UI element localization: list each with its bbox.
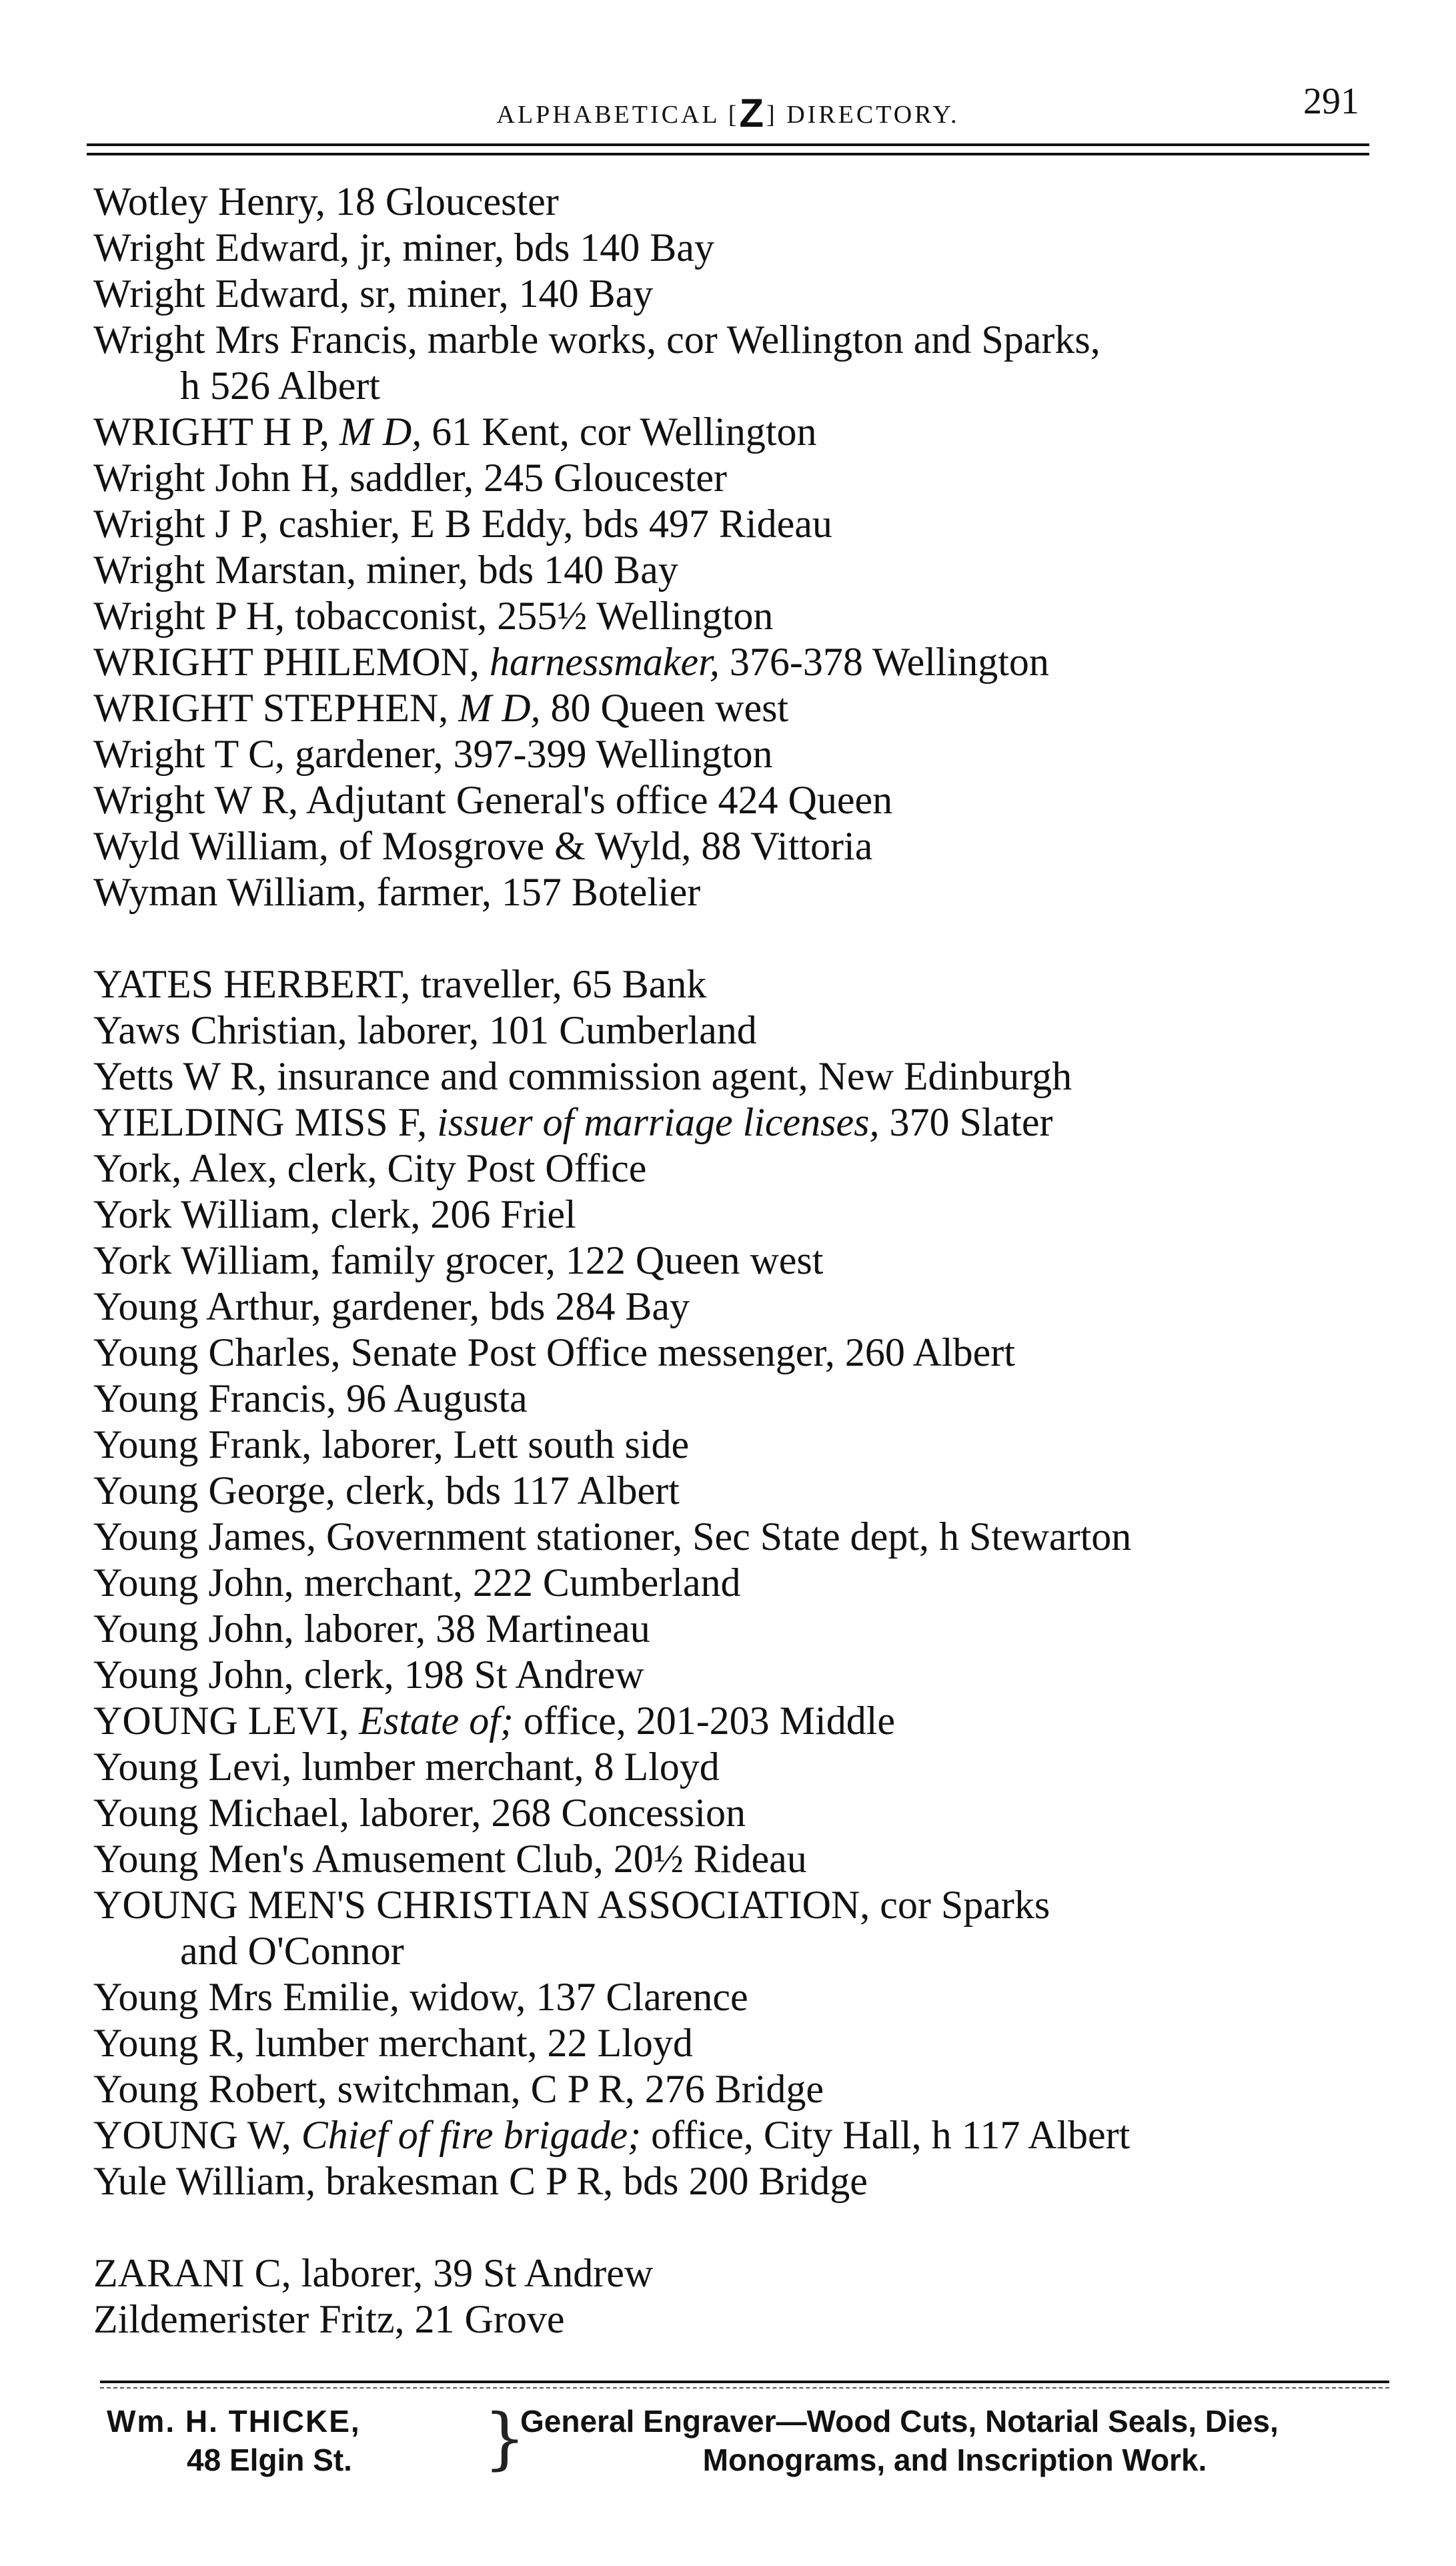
entry-details: 21 Grove <box>404 2297 565 2341</box>
entry-name: Young John, <box>93 1607 294 1651</box>
entry-details: clerk, bds 117 Albert <box>335 1468 680 1513</box>
directory-entry <box>93 225 1394 271</box>
entry-name: Young R, <box>93 2021 245 2065</box>
entry-details: office, 201-203 Middle <box>513 1699 895 1743</box>
entry-name: Yule William, <box>93 2159 316 2203</box>
entry-name: Young Frank, <box>93 1422 312 1466</box>
directory-entry <box>93 317 1394 409</box>
directory-entry <box>93 869 1394 915</box>
directory-entry <box>93 685 1394 731</box>
entry-name: WRIGHT STEPHEN, <box>93 686 449 730</box>
directory-entry <box>93 1652 1394 1698</box>
services-block <box>520 2402 1389 2479</box>
entry-details: Government stationer, Sec State dept, h Stewarton <box>315 1515 1132 1559</box>
entry-details: lumber merchant, 8 Lloyd <box>291 1745 720 1789</box>
services-line-2: Monograms, and Inscription Work. <box>702 2443 1207 2477</box>
entry-details: 96 Augusta <box>335 1376 528 1420</box>
entry-name: Young John, <box>93 1653 294 1697</box>
entry-details: cor Sparks <box>870 1883 1050 1927</box>
directory-entry <box>93 1514 1394 1560</box>
directory-entry <box>93 639 1394 685</box>
entry-name: Wright P H, <box>93 594 285 638</box>
entry-name: Young Arthur, <box>93 1284 321 1328</box>
entry-name: Young Levi, <box>93 1745 292 1789</box>
entry-details: clerk, 198 St Andrew <box>293 1653 644 1697</box>
entry-details: 20½ Rideau <box>603 1837 807 1881</box>
running-title-right: DIRECTORY. <box>786 101 960 129</box>
entry-name: York, Alex, <box>93 1146 277 1190</box>
entry-name: Zildemerister Fritz, <box>93 2297 405 2341</box>
directory-entry <box>93 731 1394 777</box>
entry-continuation: and O'Connor <box>180 1929 404 1973</box>
entry-details: 61 Kent, cor Wellington <box>422 410 817 454</box>
entry-name: YATES HERBERT, <box>93 962 411 1006</box>
entries-group-z <box>93 2250 1394 2342</box>
directory-entry <box>93 179 1394 225</box>
entry-name: Young Michael, <box>93 1791 349 1835</box>
directory-entry <box>93 409 1394 455</box>
entry-name: Wyld William, <box>93 824 329 868</box>
entry-details: clerk, 206 Friel <box>320 1192 576 1236</box>
entry-details: clerk, City Post Office <box>277 1146 647 1190</box>
directory-entry <box>93 1100 1394 1146</box>
directory-entry <box>93 501 1394 547</box>
entry-name: Yaws Christian, <box>93 1008 347 1052</box>
entry-details: widow, 137 Clarence <box>399 1975 748 2019</box>
directory-entry <box>93 2112 1394 2158</box>
directory-entry <box>93 823 1394 869</box>
entry-title: Chief of fire brigade; <box>291 2113 642 2157</box>
directory-entry <box>93 1330 1394 1376</box>
advertisement-footer <box>107 2399 1389 2502</box>
entry-title: M D, <box>329 410 422 454</box>
entry-details: saddler, 245 Gloucester <box>339 456 727 500</box>
directory-entries <box>93 179 1394 2342</box>
entry-details: 370 Slater <box>879 1100 1053 1144</box>
directory-entry <box>93 2296 1394 2342</box>
directory-entry <box>93 1974 1394 2020</box>
directory-entry <box>93 2020 1394 2066</box>
entry-details: tobacconist, 255½ Wellington <box>285 594 774 638</box>
entry-title: issuer of marriage licenses, <box>427 1100 880 1144</box>
entry-name: Young James, <box>93 1515 316 1559</box>
entry-details: cashier, E B Eddy, bds 497 Rideau <box>268 502 832 546</box>
entry-name: Young Francis, <box>93 1376 336 1420</box>
entries-group-w <box>93 179 1394 915</box>
services-line-1: General Engraver—Wood Cuts, Notarial Seals, Dies, <box>520 2404 1279 2439</box>
entry-details: switchman, C P R, 276 Bridge <box>327 2067 824 2111</box>
section-letter: Z <box>739 91 767 135</box>
entry-details: marble works, cor Wellington and Sparks, <box>417 318 1101 362</box>
footer-rule <box>100 2381 1389 2383</box>
entry-details: of Mosgrove & Wyld, 88 Vittoria <box>328 824 873 868</box>
entry-details: Adjutant General's office 424 Queen <box>298 778 893 822</box>
footer-rule-dashed <box>100 2387 1389 2389</box>
entry-details: brakesman C P R, bds 200 Bridge <box>315 2159 868 2203</box>
entry-name: YOUNG W, <box>93 2113 291 2157</box>
entry-title: M D, <box>448 686 541 730</box>
entry-name: Wyman William, <box>93 870 367 914</box>
entry-details: miner, 140 Bay <box>397 272 654 316</box>
entry-name: YOUNG MEN'S CHRISTIAN ASSOCIATION, <box>93 1883 870 1927</box>
entry-details: laborer, 101 Cumberland <box>347 1008 757 1052</box>
entry-name: Young Men's Amusement Club, <box>93 1837 604 1881</box>
directory-entry <box>93 1560 1394 1606</box>
entry-details: insurance and commission agent, New Edinburgh <box>267 1054 1072 1098</box>
entry-details: lumber merchant, 22 Lloyd <box>245 2021 693 2065</box>
entry-details: 80 Queen west <box>540 686 789 730</box>
group-spacer <box>93 2204 1394 2250</box>
entry-details: laborer, 38 Martineau <box>293 1607 650 1651</box>
entry-name: WRIGHT H P, <box>93 410 329 454</box>
entry-details: farmer, 157 Botelier <box>366 870 701 914</box>
entry-details: Senate Post Office messenger, 260 Albert <box>340 1330 1015 1374</box>
directory-entry <box>93 1698 1394 1744</box>
advertiser-block <box>107 2402 480 2479</box>
header-rule <box>87 143 1369 155</box>
directory-entry <box>93 1606 1394 1652</box>
entry-name: Wright Edward, sr, <box>93 272 398 316</box>
entry-name: YOUNG LEVI, <box>93 1699 349 1743</box>
entry-details: gardener, bds 284 Bay <box>321 1284 690 1328</box>
directory-entry <box>93 1053 1394 1100</box>
entry-name: Young Robert, <box>93 2067 327 2111</box>
entry-name: Wotley Henry, <box>93 179 325 224</box>
directory-entry <box>93 1744 1394 1790</box>
entry-name: WRIGHT PHILEMON, <box>93 640 480 684</box>
entry-details: miner, bds 140 Bay <box>356 548 678 592</box>
page-number: 291 <box>1303 81 1359 122</box>
advertiser-name: Wm. H. THICKE, <box>107 2404 361 2439</box>
advertiser-address: 48 Elgin St. <box>187 2443 352 2477</box>
directory-entry <box>93 1468 1394 1514</box>
directory-entry <box>93 1284 1394 1330</box>
directory-entry <box>93 1790 1394 1836</box>
entry-name: Young Charles, <box>93 1330 341 1374</box>
directory-entry <box>93 1376 1394 1422</box>
directory-entry <box>93 271 1394 317</box>
entry-details: family grocer, 122 Queen west <box>320 1238 824 1282</box>
entry-title: harnessmaker, <box>479 640 720 684</box>
entry-details: laborer, Lett south side <box>311 1422 690 1466</box>
entry-name: Wright T C, <box>93 732 285 776</box>
entry-name: Wright J P, <box>93 502 269 546</box>
group-spacer <box>93 915 1394 961</box>
entry-name: Wright Edward, jr, <box>93 226 393 270</box>
entry-name: Wright Marstan, <box>93 548 357 592</box>
entry-title: Estate of; <box>349 1699 514 1743</box>
entry-details: office, City Hall, h 117 Albert <box>641 2113 1131 2157</box>
entry-name: Wright Mrs Francis, <box>93 318 418 362</box>
entry-details: miner, bds 140 Bay <box>392 226 714 270</box>
directory-entry <box>93 1422 1394 1468</box>
entry-details: traveller, 65 Bank <box>410 962 707 1006</box>
directory-entry <box>93 1192 1394 1238</box>
directory-entry <box>93 547 1394 593</box>
entry-name: ZARANI C, <box>93 2251 291 2295</box>
directory-entry <box>93 1836 1394 1882</box>
directory-entry <box>93 455 1394 501</box>
entry-details: gardener, 397-399 Wellington <box>285 732 773 776</box>
entry-name: Yetts W R, <box>93 1054 267 1098</box>
directory-entry <box>93 2066 1394 2112</box>
entry-name: Young John, <box>93 1561 294 1605</box>
brace-glyph: } <box>484 2399 526 2477</box>
directory-entry <box>93 961 1394 1007</box>
running-title: ALPHABETICAL [Z] DIRECTORY. <box>496 91 960 135</box>
directory-entry <box>93 1238 1394 1284</box>
entry-continuation: h 526 Albert <box>180 364 380 408</box>
directory-entry <box>93 1007 1394 1053</box>
directory-entry <box>93 593 1394 639</box>
entry-name: Young George, <box>93 1468 335 1513</box>
entry-name: Wright W R, <box>93 778 299 822</box>
entries-group-y <box>93 961 1394 2204</box>
entry-details: laborer, 268 Concession <box>349 1791 746 1835</box>
entry-details: 376-378 Wellington <box>719 640 1049 684</box>
entry-details: laborer, 39 St Andrew <box>291 2251 654 2295</box>
directory-entry <box>93 777 1394 823</box>
entry-name: York William, <box>93 1192 321 1236</box>
directory-entry <box>93 2158 1394 2204</box>
entry-details: merchant, 222 Cumberland <box>293 1561 741 1605</box>
entry-name: York William, <box>93 1238 321 1282</box>
page-header <box>87 80 1369 133</box>
running-title-left: ALPHABETICAL <box>496 101 720 129</box>
entry-name: Wright John H, <box>93 456 340 500</box>
entry-name: YIELDING MISS F, <box>93 1100 428 1144</box>
directory-entry <box>93 1882 1394 1974</box>
entry-details: 18 Gloucester <box>325 179 559 224</box>
entry-name: Young Mrs Emilie, <box>93 1975 400 2019</box>
directory-entry <box>93 2250 1394 2296</box>
directory-entry <box>93 1146 1394 1192</box>
